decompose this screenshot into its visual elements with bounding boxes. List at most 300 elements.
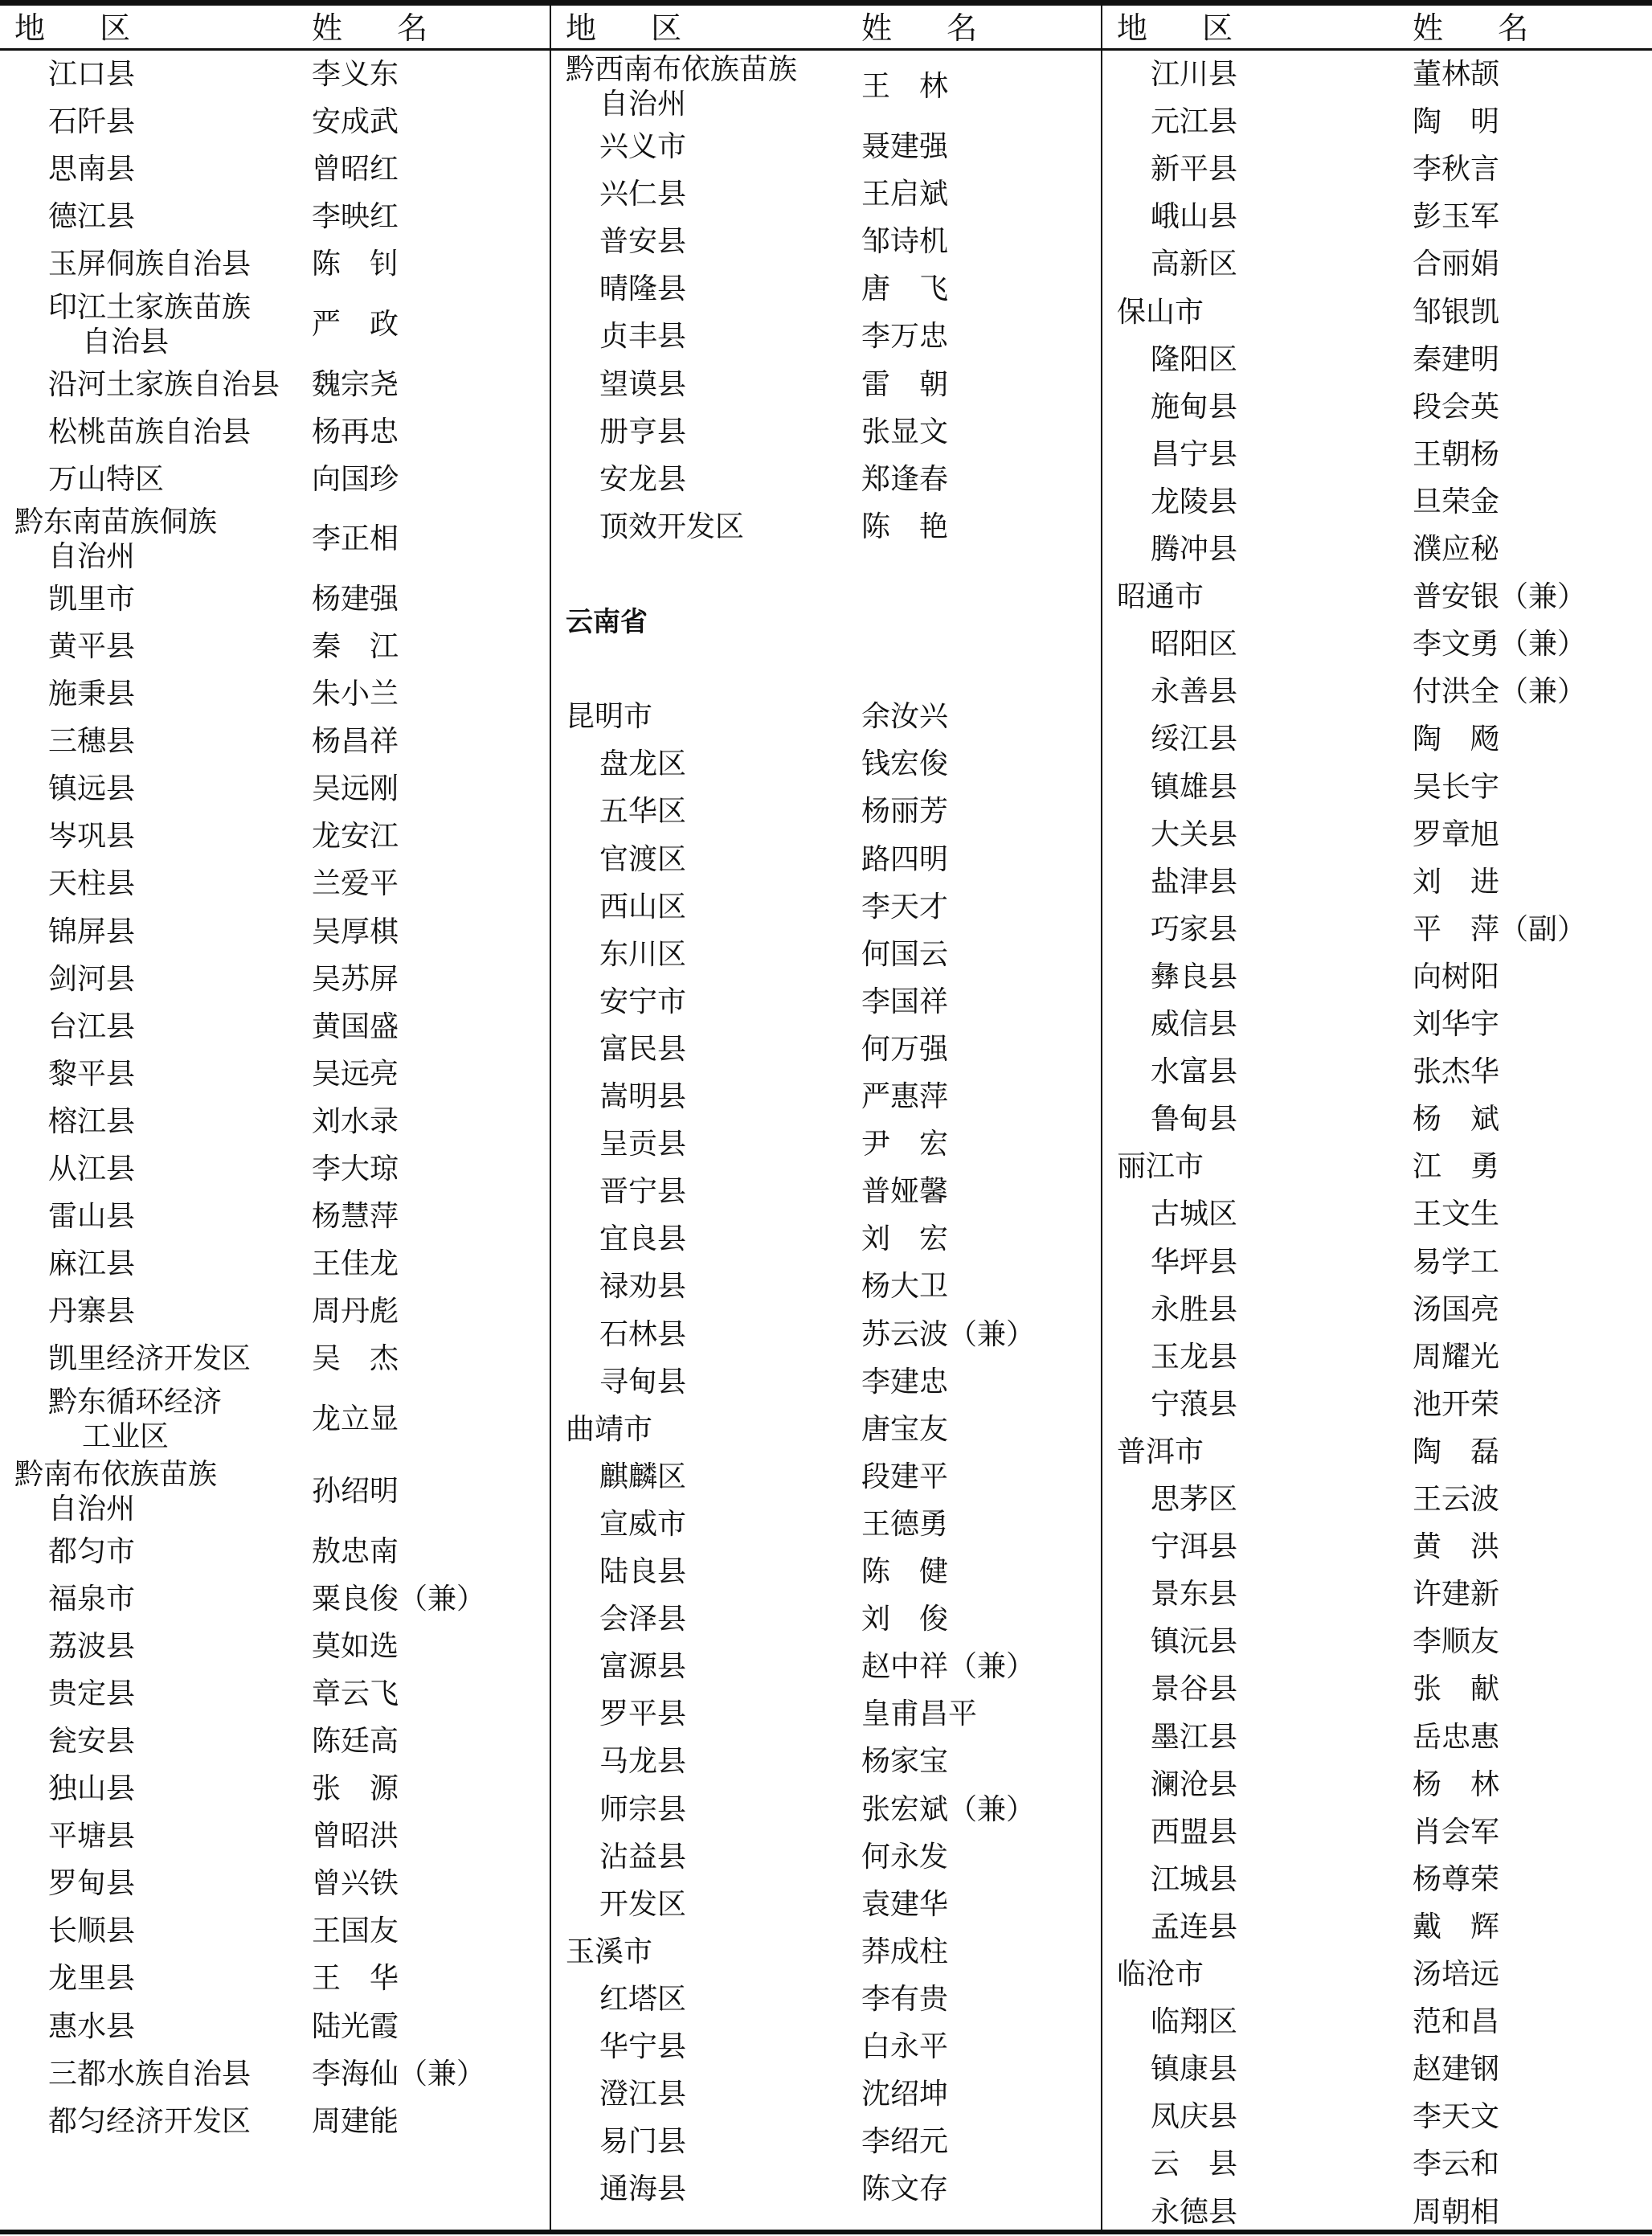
region-cell — [48, 1199, 135, 1235]
table-row — [0, 860, 550, 907]
table-row — [0, 1812, 550, 1860]
table-row — [0, 575, 550, 623]
name-cell: 黄国盛 — [312, 1009, 399, 1043]
name-cell: 张杰华 — [1413, 1055, 1500, 1089]
name-cell: 黄 洪 — [1413, 1530, 1500, 1564]
name-cell: 刘 进 — [1413, 865, 1500, 899]
name-cell: 龙立显 — [312, 1402, 399, 1435]
region-line: 永善县 — [1151, 675, 1238, 709]
region-cell — [1151, 912, 1237, 948]
table-row — [0, 1193, 550, 1240]
table-row — [1102, 98, 1652, 145]
region-line: 台江县 — [48, 1009, 136, 1043]
name-cell: 肖会军 — [1413, 1815, 1500, 1849]
table-row — [1102, 431, 1652, 478]
table-row — [1102, 1428, 1652, 1476]
region-cell — [1151, 1815, 1237, 1850]
name-cell: 魏宗尧 — [312, 367, 399, 401]
region-cell — [599, 177, 686, 212]
table-row — [0, 1623, 550, 1670]
table-row — [551, 1548, 1101, 1595]
region-line: 永胜县 — [1151, 1292, 1238, 1326]
column-header — [0, 6, 550, 48]
name-cell: 平 萍（副） — [1413, 912, 1587, 946]
name-cell: 李绍元 — [861, 2125, 949, 2159]
table-row — [0, 240, 550, 288]
region-line: 富源县 — [599, 1650, 687, 1684]
region-cell — [48, 1152, 135, 1187]
table-row — [1102, 1951, 1652, 1998]
region-line: 晋宁县 — [599, 1175, 687, 1209]
table-row — [551, 978, 1101, 1026]
name-cell: 白永平 — [861, 2030, 949, 2063]
name-cell: 李秋言 — [1413, 153, 1500, 186]
region-cell — [599, 462, 686, 498]
region-line: 册亨县 — [599, 415, 687, 448]
region-line: 五华区 — [599, 795, 687, 829]
region-line: 黔东循环经济 — [48, 1385, 223, 1419]
region-line: 宜良县 — [599, 1222, 687, 1256]
name-cell: 李云和 — [1413, 2148, 1500, 2181]
name-cell: 李映红 — [312, 200, 399, 234]
region-line: 普安县 — [599, 225, 687, 259]
name-cell: 张 源 — [312, 1772, 399, 1805]
table-row — [0, 193, 550, 240]
region-cell — [1151, 1672, 1237, 1707]
table-row — [0, 51, 550, 98]
region-cell — [599, 794, 686, 829]
name-cell: 何国云 — [861, 937, 949, 971]
region-line: 沾益县 — [599, 1840, 687, 1874]
region-line: 高新区 — [1151, 248, 1238, 281]
table-row — [0, 1907, 550, 1955]
name-header: 姓 名 — [861, 10, 1000, 46]
region-line: 安龙县 — [599, 462, 687, 496]
name-cell: 李海仙（兼） — [312, 2057, 486, 2091]
region-line: 万山特区 — [48, 462, 165, 496]
region-cell — [1151, 2147, 1237, 2182]
table-row — [1102, 383, 1652, 431]
table-row — [0, 1718, 550, 1765]
region-cell — [1151, 1862, 1237, 1898]
table-row — [0, 361, 550, 408]
region-line: 黎平县 — [48, 1057, 136, 1091]
table-row — [0, 1860, 550, 1907]
region-line: 禄劝县 — [599, 1270, 687, 1304]
region-cell — [599, 2077, 686, 2112]
name-cell: 陈文存 — [861, 2173, 949, 2206]
region-line: 昆明市 — [566, 700, 653, 734]
region-line: 腾冲县 — [1151, 533, 1238, 566]
name-cell: 向树阳 — [1413, 960, 1500, 993]
region-line: 华坪县 — [1151, 1245, 1238, 1279]
region-line: 巧家县 — [1151, 912, 1238, 946]
table-row — [551, 740, 1101, 788]
region-line: 曲靖市 — [566, 1412, 653, 1446]
table-row — [0, 813, 550, 860]
region-cell — [48, 1677, 135, 1712]
name-cell: 王 华 — [312, 1962, 399, 1996]
region-cell — [48, 1294, 135, 1329]
region-cell — [1151, 57, 1237, 92]
region-line-2: 自治州 — [599, 88, 687, 121]
table-row — [0, 1955, 550, 2002]
table-row — [1102, 2189, 1652, 2236]
table-row — [1102, 1239, 1652, 1286]
region-line: 丹寨县 — [48, 1295, 136, 1329]
region-line: 天柱县 — [48, 867, 136, 901]
region-cell — [1117, 1149, 1204, 1185]
region-cell — [599, 1840, 686, 1875]
name-cell: 段建平 — [861, 1460, 949, 1493]
name-cell: 安成武 — [312, 105, 399, 139]
region-line: 易门县 — [599, 2125, 687, 2159]
table-row — [1102, 1761, 1652, 1808]
region-cell — [1151, 390, 1237, 425]
name-cell: 杨再忠 — [312, 415, 399, 448]
table-row — [551, 1595, 1101, 1643]
name-cell: 张显文 — [861, 415, 949, 448]
table-row — [551, 788, 1101, 835]
name-cell: 周丹彪 — [312, 1295, 399, 1329]
table-row — [1102, 526, 1652, 573]
region-cell — [1117, 1435, 1204, 1470]
table-row — [1102, 1856, 1652, 1903]
table-row — [0, 2098, 550, 2145]
region-line: 官渡区 — [599, 842, 687, 876]
name-cell: 赵中祥（兼） — [861, 1650, 1036, 1684]
name-cell: 曾昭红 — [312, 153, 399, 186]
region-line: 龙里县 — [48, 1962, 136, 1996]
region-line: 岑巩县 — [48, 820, 136, 854]
name-cell: 杨慧萍 — [312, 1200, 399, 1234]
region-cell — [48, 1961, 135, 1996]
table-row — [1102, 240, 1652, 288]
table-row — [551, 1833, 1101, 1881]
name-cell: 易学工 — [1413, 1245, 1500, 1279]
name-cell: 李天才 — [861, 890, 949, 923]
region-cell — [1151, 532, 1237, 567]
name-cell: 杨 斌 — [1413, 1103, 1500, 1136]
region-line: 凤庆县 — [1151, 2100, 1238, 2134]
name-cell: 邹银凯 — [1413, 295, 1500, 329]
table-row — [1102, 1523, 1652, 1571]
table-row — [551, 1168, 1101, 1215]
region-line: 盘龙区 — [599, 747, 687, 781]
region-line: 都匀市 — [48, 1534, 136, 1568]
name-cell: 李万忠 — [861, 320, 949, 354]
name-cell: 李国祥 — [861, 985, 949, 1018]
table-row — [551, 1358, 1101, 1406]
region-line-2: 自治县 — [82, 325, 170, 358]
region-cell — [1151, 1245, 1237, 1280]
table-row — [0, 1383, 550, 1456]
region-cell — [599, 1649, 686, 1685]
table-row — [551, 361, 1101, 408]
column-1 — [0, 0, 550, 2236]
region-line: 榕江县 — [48, 1104, 136, 1138]
name-cell: 吴长宇 — [1413, 770, 1500, 804]
table-row — [551, 1453, 1101, 1501]
name-cell: 杨家宝 — [861, 1745, 949, 1779]
region-line: 凯里经济开发区 — [48, 1342, 251, 1376]
table-row — [1102, 1190, 1652, 1238]
region-cell — [599, 985, 686, 1020]
table-row — [0, 289, 550, 361]
region-line: 思南县 — [48, 153, 136, 186]
table-row — [1102, 620, 1652, 668]
region-cell — [48, 367, 280, 403]
region-line: 古城区 — [1151, 1198, 1238, 1231]
region-line: 剑河县 — [48, 962, 136, 996]
table-row — [1102, 51, 1652, 98]
name-cell: 段会英 — [1413, 390, 1500, 424]
region-cell — [48, 247, 251, 282]
table-row — [0, 1528, 550, 1575]
name-cell: 雷 朝 — [861, 367, 949, 401]
region-cell — [48, 677, 135, 712]
region-line: 澄江县 — [599, 2078, 687, 2111]
region-cell — [566, 52, 797, 121]
region-cell — [1151, 1767, 1237, 1803]
table-row — [0, 145, 550, 193]
table-row — [1102, 289, 1652, 336]
region-line: 江川县 — [1151, 58, 1238, 91]
name-cell: 董林颉 — [1413, 58, 1500, 91]
region-line: 瓮安县 — [48, 1724, 136, 1758]
region-line-2: 工业区 — [82, 1419, 170, 1453]
region-line: 罗甸县 — [48, 1867, 136, 1901]
name-cell: 周耀光 — [1413, 1340, 1500, 1374]
region-cell — [1151, 342, 1237, 378]
table-row — [551, 265, 1101, 313]
name-cell: 彭玉军 — [1413, 200, 1500, 234]
region-line: 富民县 — [599, 1032, 687, 1066]
region-line: 黔东南苗族侗族 — [14, 505, 218, 539]
region-cell — [1151, 770, 1237, 805]
region-line: 德江县 — [48, 200, 136, 234]
table-row — [0, 1288, 550, 1335]
name-cell: 李建忠 — [861, 1365, 949, 1399]
region-cell — [599, 1365, 686, 1400]
name-cell: 王启斌 — [861, 178, 949, 211]
province-heading — [566, 604, 648, 640]
region-line: 嵩明县 — [599, 1080, 687, 1113]
region-header: 地 区 — [14, 10, 153, 46]
table-row — [551, 883, 1101, 931]
region-cell — [1117, 1957, 1204, 1992]
region-cell — [48, 1385, 222, 1454]
region-line: 开发区 — [599, 1887, 687, 1921]
region-line: 黔西南布依族苗族 — [566, 53, 798, 86]
region-cell — [48, 629, 135, 665]
region-line: 华宁县 — [599, 2030, 687, 2063]
name-cell: 李大琼 — [312, 1153, 399, 1186]
region-line: 隆阳区 — [1151, 342, 1238, 376]
name-cell: 余汝兴 — [861, 700, 949, 734]
table-row — [1102, 478, 1652, 526]
name-cell: 严 政 — [312, 307, 399, 341]
region-line: 玉龙县 — [1151, 1340, 1238, 1374]
table-row — [0, 908, 550, 956]
region-line: 云南省 — [566, 606, 648, 638]
name-cell: 周建能 — [312, 2104, 399, 2138]
region-line: 昭通市 — [1117, 580, 1204, 614]
region-cell — [1151, 865, 1237, 900]
table-row — [0, 98, 550, 145]
table-row — [0, 623, 550, 670]
name-cell: 向国珍 — [312, 462, 399, 496]
name-cell: 陈 艳 — [861, 510, 949, 543]
name-cell: 孙绍明 — [312, 1474, 399, 1508]
name-cell: 邹诗机 — [861, 225, 949, 259]
region-cell — [599, 1697, 686, 1732]
name-cell: 汤国亮 — [1413, 1292, 1500, 1326]
name-cell: 路四明 — [861, 842, 949, 876]
table-row — [0, 2003, 550, 2050]
region-line: 安宁市 — [599, 985, 687, 1018]
region-line: 江城县 — [1151, 1862, 1238, 1896]
name-header: 姓 名 — [312, 10, 451, 46]
region-cell — [599, 1174, 686, 1210]
region-line: 元江县 — [1151, 105, 1238, 139]
region-line: 鲁甸县 — [1151, 1103, 1238, 1136]
region-cell — [48, 866, 135, 902]
name-cell: 吴 杰 — [312, 1342, 399, 1376]
name-cell: 吴远刚 — [312, 772, 399, 806]
table-row — [551, 51, 1101, 123]
region-cell — [48, 1247, 135, 1282]
region-line: 宁蒗县 — [1151, 1387, 1238, 1421]
region-line: 丽江市 — [1117, 1150, 1204, 1184]
name-cell: 王佳龙 — [312, 1247, 399, 1281]
region-cell — [1151, 1720, 1237, 1755]
region-cell — [48, 1534, 135, 1570]
name-cell: 杨建强 — [312, 582, 399, 616]
name-cell: 罗章旭 — [1413, 817, 1500, 851]
region-cell — [1151, 1910, 1237, 1945]
region-cell — [1117, 579, 1204, 615]
name-cell: 秦 江 — [312, 629, 399, 663]
name-cell: 张 献 — [1413, 1673, 1500, 1706]
region-cell — [1151, 1292, 1237, 1328]
name-cell: 严惠萍 — [861, 1080, 949, 1113]
region-line: 顶效开发区 — [599, 510, 745, 543]
table-row — [551, 1976, 1101, 2023]
name-cell: 吴远亮 — [312, 1057, 399, 1091]
name-cell: 杨昌祥 — [312, 725, 399, 759]
table-row — [0, 670, 550, 718]
region-line: 昌宁县 — [1151, 437, 1238, 471]
name-cell: 曾兴铁 — [312, 1867, 399, 1901]
name-cell: 王朝杨 — [1413, 437, 1500, 471]
name-cell: 唐宝友 — [861, 1412, 949, 1446]
name-cell: 刘华宇 — [1413, 1008, 1500, 1041]
region-cell — [48, 152, 135, 187]
region-cell — [599, 319, 686, 354]
name-cell: 陈廷高 — [312, 1724, 399, 1758]
region-line: 盐津县 — [1151, 865, 1238, 899]
region-line: 晴隆县 — [599, 272, 687, 306]
table-row — [551, 1026, 1101, 1073]
region-cell — [599, 415, 686, 450]
region-line: 锦屏县 — [48, 915, 136, 948]
name-cell: 陆光霞 — [312, 2009, 399, 2043]
region-cell — [48, 1341, 251, 1377]
table-row — [0, 2050, 550, 2098]
name-cell: 普娅馨 — [861, 1175, 949, 1209]
table-row — [551, 2118, 1101, 2165]
table-row — [1102, 1048, 1652, 1095]
region-cell — [48, 2009, 135, 2045]
region-cell — [599, 367, 686, 403]
table-row — [1102, 953, 1652, 1001]
region-cell — [599, 1982, 686, 2017]
region-line: 凯里市 — [48, 582, 136, 616]
column-2 — [551, 0, 1101, 2236]
table-row — [0, 1575, 550, 1623]
region-cell — [1151, 485, 1237, 520]
region-cell — [599, 937, 686, 973]
table-row — [1102, 2140, 1652, 2188]
name-header: 姓 名 — [1413, 10, 1552, 46]
region-cell — [1151, 960, 1237, 995]
name-cell: 曾昭洪 — [312, 1820, 399, 1853]
name-cell: 聂建强 — [861, 130, 949, 163]
region-cell — [599, 1032, 686, 1067]
region-line: 雷山县 — [48, 1200, 136, 1234]
region-cell — [1151, 1482, 1237, 1517]
name-cell: 岳忠惠 — [1413, 1720, 1500, 1754]
table-row — [1102, 1808, 1652, 1856]
name-cell: 李顺友 — [1413, 1625, 1500, 1659]
table-row — [0, 1456, 550, 1528]
table-row — [0, 408, 550, 456]
region-cell — [14, 1457, 217, 1526]
name-cell: 何永发 — [861, 1840, 949, 1874]
region-cell — [1151, 722, 1237, 757]
region-line: 会泽县 — [599, 1603, 687, 1636]
region-line: 三都水族自治县 — [48, 2057, 251, 2091]
name-cell: 濮应秘 — [1413, 533, 1500, 566]
region-line: 兴仁县 — [599, 178, 687, 211]
region-cell — [599, 1744, 686, 1779]
region-line: 西山区 — [599, 890, 687, 923]
table-row — [0, 718, 550, 765]
table-row — [1102, 858, 1652, 906]
region-cell — [599, 2029, 686, 2065]
name-cell: 唐 飞 — [861, 272, 949, 306]
table-row — [1102, 764, 1652, 811]
region-cell — [48, 724, 135, 760]
table-row — [551, 1406, 1101, 1453]
name-cell: 陈 钊 — [312, 248, 399, 281]
name-cell: 吴厚棋 — [312, 915, 399, 948]
name-cell: 莫如选 — [312, 1629, 399, 1663]
region-cell — [599, 1554, 686, 1590]
region-line: 绥江县 — [1151, 723, 1238, 756]
region-cell — [48, 415, 251, 450]
table-row — [551, 123, 1101, 170]
region-cell — [1117, 295, 1204, 330]
region-cell — [599, 890, 686, 925]
table-row — [1102, 1571, 1652, 1618]
name-cell: 江 勇 — [1413, 1150, 1500, 1184]
table-row — [0, 1670, 550, 1718]
region-cell — [599, 510, 744, 545]
table-row — [551, 456, 1101, 503]
region-cell — [48, 290, 251, 359]
